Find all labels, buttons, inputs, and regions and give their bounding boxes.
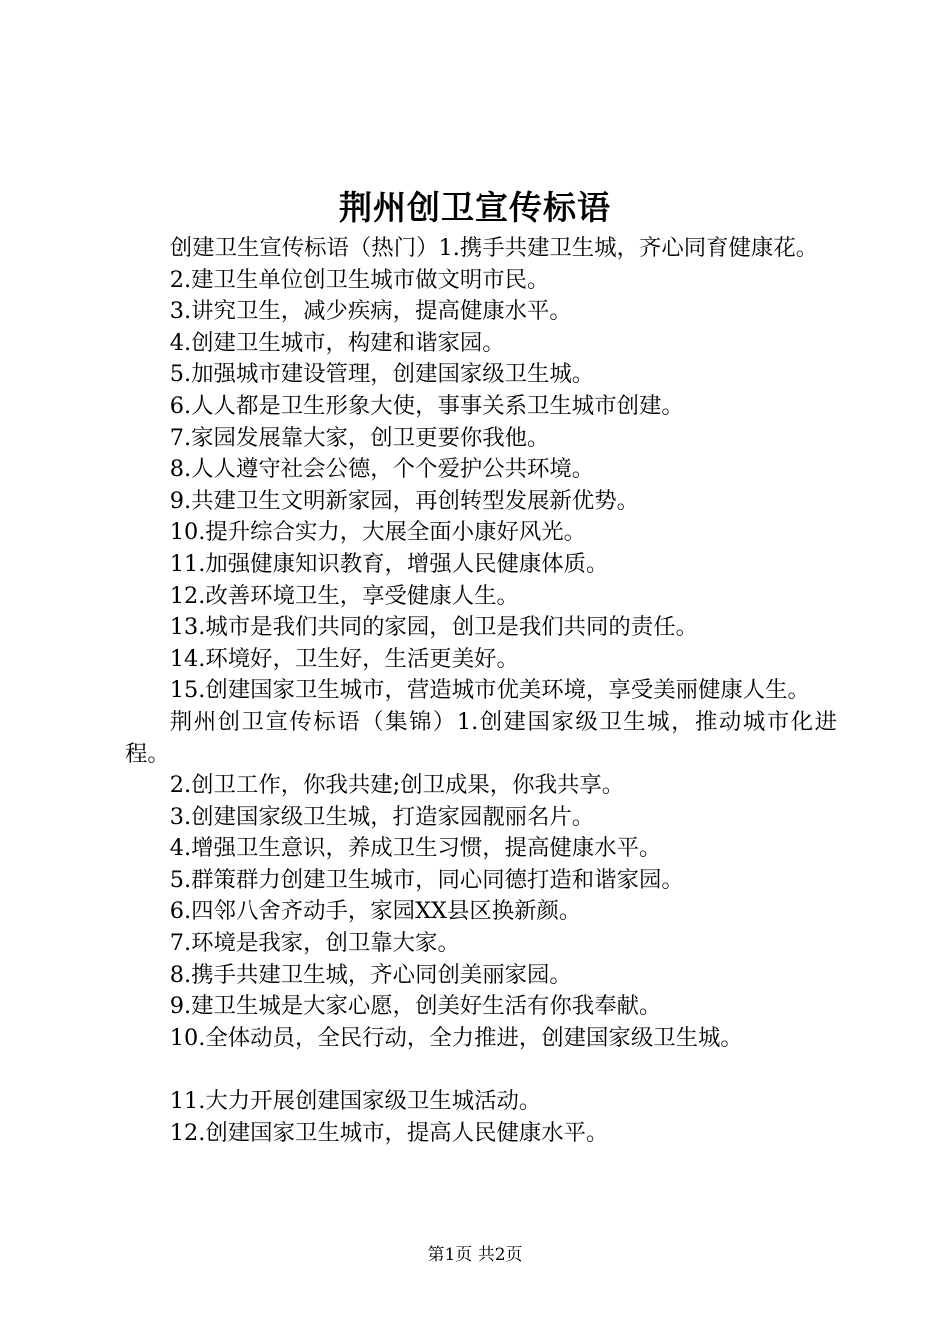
paragraph: 12.改善环境卫生，享受健康人生。 [169, 582, 519, 609]
paragraph: 8.携手共建卫生城，齐心同创美丽家园。 [169, 961, 572, 988]
paragraph: 6.四邻八舍齐动手，家园XX县区换新颜。 [169, 898, 582, 925]
paragraph: 11.大力开展创建国家级卫生城活动。 [169, 1088, 542, 1115]
paragraph: 5.群策群力创建卫生城市，同心同德打造和谐家园。 [169, 866, 684, 893]
paragraph: 12.创建国家卫生城市，提高人民健康水平。 [169, 1119, 609, 1146]
paragraph: 4.增强卫生意识，养成卫生习惯，提高健康水平。 [169, 835, 662, 862]
paragraph: 5.加强城市建设管理，创建国家级卫生城。 [169, 361, 595, 388]
paragraph: 2.创卫工作，你我共建;创卫成果，你我共享。 [169, 772, 625, 799]
paragraph: 15.创建国家卫生城市，营造城市优美环境，享受美丽健康人生。 [169, 677, 810, 704]
paragraph: 荆州创卫宣传标语（集锦）1.创建国家级卫生城，推动城市化进程。 [125, 708, 837, 767]
paragraph: 3.创建国家级卫生城，打造家园靓丽名片。 [169, 803, 595, 830]
paragraph: 13.城市是我们共同的家园，创卫是我们共同的责任。 [169, 614, 698, 641]
paragraph: 6.人人都是卫生形象大使，事事关系卫生城市创建。 [169, 392, 684, 419]
paragraph: 4.创建卫生城市，构建和谐家园。 [169, 329, 505, 356]
page-footer: 第1页 共2页 [427, 1245, 523, 1265]
document-title: 荆州创卫宣传标语 [339, 188, 611, 227]
blank-line [125, 1054, 837, 1086]
paragraph: 9.建卫生城是大家心愿，创美好生活有你我奉献。 [169, 993, 662, 1020]
paragraph: 14.环境好，卫生好，生活更美好。 [169, 645, 519, 672]
paragraph: 2.建卫生单位创卫生城市做文明市民。 [169, 266, 550, 293]
paragraph: 8.人人遵守社会公德，个个爱护公共环境。 [169, 456, 595, 483]
paragraph: 10.全体动员，全民行动，全力推进，创建国家级卫生城。 [169, 1024, 743, 1051]
document-body [125, 233, 837, 1149]
paragraph: 3.讲究卫生，减少疾病，提高健康水平。 [169, 298, 572, 325]
paragraph: 10.提升综合实力，大展全面小康好风光。 [169, 519, 587, 546]
paragraph: 7.家园发展靠大家，创卫更要你我他。 [169, 424, 550, 451]
paragraph: 创建卫生宣传标语（热门）1.携手共建卫生城，齐心同育健康花。 [169, 235, 819, 261]
paragraph: 7.环境是我家，创卫靠大家。 [169, 930, 460, 957]
paragraph: 11.加强健康知识教育，增强人民健康体质。 [169, 550, 609, 577]
paragraph: 9.共建卫生文明新家园，再创转型发展新优势。 [169, 487, 639, 514]
